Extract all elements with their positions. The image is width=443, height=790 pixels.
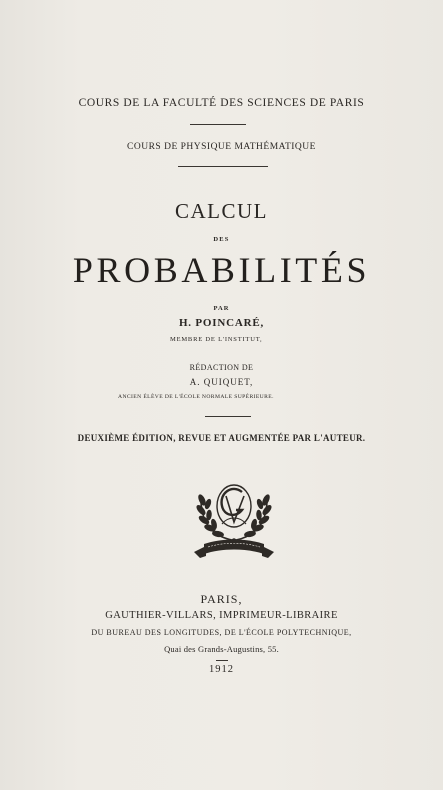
publisher-name: GAUTHIER-VILLARS, IMPRIMEUR-LIBRAIRE [105, 610, 338, 621]
by-label: PAR [213, 305, 230, 312]
editor-title: ANCIEN ÉLÈVE DE L'ÉCOLE NORMALE SUPÉRIEURE. [118, 394, 274, 400]
author-name: H. POINCARÉ, [178, 317, 265, 329]
faculty-heading: COURS DE LA FACULTÉ DES SCIENCES DE PARIS [78, 97, 365, 109]
divider-rule [190, 124, 246, 125]
publisher-affiliation: DU BUREAU DES LONGITUDES, DE L'ÉCOLE POLYTECHNIQUE, [91, 628, 352, 637]
edition-statement: DEUXIÈME ÉDITION, REVUE ET AUGMENTÉE PAR L'AUTEUR. [77, 433, 366, 443]
publisher-emblem [186, 466, 282, 566]
publisher-address: Quai des Grands-Augustins, 55. [164, 644, 279, 654]
publication-city: PARIS, [200, 592, 243, 606]
title-connector: DES [213, 236, 230, 243]
divider-rule [216, 660, 228, 661]
title-line-2: PROBABILITÉS [72, 250, 371, 290]
divider-rule [205, 416, 251, 417]
laurel-wreath-icon [196, 494, 273, 543]
divider-rule [178, 166, 268, 167]
motto-ribbon-icon [194, 540, 274, 559]
publication-year: 1912 [209, 664, 234, 675]
editor-name: A. QUIQUET, [189, 377, 254, 387]
course-heading: COURS DE PHYSIQUE MATHÉMATIQUE [127, 142, 316, 152]
author-title: MEMBRE DE L'INSTITUT, [170, 336, 263, 343]
redaction-label: RÉDACTION DE [189, 363, 254, 372]
title-line-1: CALCUL [175, 199, 268, 223]
monogram-icon [217, 485, 251, 527]
